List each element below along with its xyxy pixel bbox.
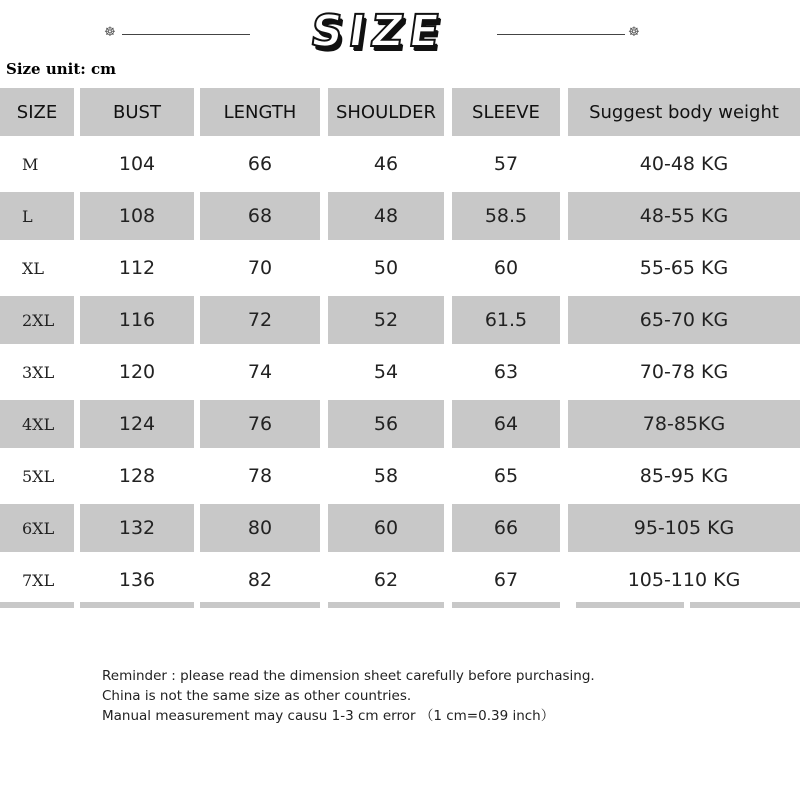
column-header-length: LENGTH [200,88,320,136]
sleeve-cell: 65 [493,465,519,487]
size-unit-label: Size unit: cm [6,60,117,78]
column-header-size: SIZE [0,88,74,136]
column-header-sleeve: SLEEVE [452,88,560,136]
weight-cell: 70-78 KG [639,361,729,383]
shoulder-cell: 60 [328,504,444,552]
weight-cell: 48-55 KG [568,192,800,240]
shoulder-cell: 62 [373,569,399,591]
column-header-bust: BUST [80,88,194,136]
sleeve-cell: 60 [493,257,519,279]
size-cell: XL [22,258,45,278]
shoulder-cell: 52 [328,296,444,344]
weight-cell: 55-65 KG [639,257,729,279]
weight-cell: 40-48 KG [639,153,729,175]
ornament-left-icon: ☸ [104,25,116,40]
header [0,0,800,60]
weight-cell: 85-95 KG [639,465,729,487]
column-header-shoulder: SHOULDER [328,88,444,136]
table-row [0,398,800,450]
table-bottom-strip [80,602,194,608]
size-cell: 6XL [0,504,74,552]
length-cell: 66 [247,153,273,175]
weight-cell: 95-105 KG [568,504,800,552]
bust-cell: 120 [118,361,156,383]
bust-cell: 116 [80,296,194,344]
weight-cell: 65-70 KG [568,296,800,344]
shoulder-cell: 46 [373,153,399,175]
table-bottom-strip [576,602,684,608]
table-row [0,346,800,398]
table-row [0,554,800,606]
shoulder-cell: 56 [328,400,444,448]
length-cell: 68 [200,192,320,240]
table-row [0,242,800,294]
shoulder-cell: 48 [328,192,444,240]
size-cell: 7XL [22,570,55,590]
table-row [0,502,800,554]
length-cell: 70 [247,257,273,279]
page-title: SIZE [307,6,449,57]
column-header-weight: Suggest body weight [568,88,800,136]
bust-cell: 104 [118,153,156,175]
length-cell: 76 [200,400,320,448]
sleeve-cell: 61.5 [452,296,560,344]
shoulder-cell: 58 [373,465,399,487]
bust-cell: 132 [80,504,194,552]
table-row [0,450,800,502]
bust-cell: 108 [80,192,194,240]
table-header-row [0,86,800,138]
table-bottom-strip [452,602,560,608]
sleeve-cell: 66 [452,504,560,552]
weight-cell: 78-85KG [568,400,800,448]
size-cell: 3XL [22,362,55,382]
shoulder-cell: 50 [373,257,399,279]
reminder-line: Manual measurement may causu 1-3 cm error （1 cm=0.39 inch） [102,708,555,724]
table-row [0,138,800,190]
bust-cell: 124 [80,400,194,448]
table-bottom-strip [0,602,74,608]
divider-left [122,34,250,35]
size-cell: L [0,192,74,240]
length-cell: 82 [247,569,273,591]
sleeve-cell: 64 [452,400,560,448]
size-cell: 4XL [0,400,74,448]
size-cell: 2XL [0,296,74,344]
table-bottom-strip [328,602,444,608]
length-cell: 74 [247,361,273,383]
bust-cell: 128 [118,465,156,487]
table-row [0,294,800,346]
table-bottom-strip [200,602,320,608]
bust-cell: 136 [118,569,156,591]
sleeve-cell: 63 [493,361,519,383]
table-bottom-strip [690,602,800,608]
length-cell: 72 [200,296,320,344]
table-row [0,190,800,242]
size-cell: M [22,154,39,174]
size-table [0,86,800,606]
sleeve-cell: 67 [493,569,519,591]
length-cell: 78 [247,465,273,487]
reminder-notes [102,666,595,726]
reminder-line: Reminder : please read the dimension sheet carefully before purchasing. [102,668,595,684]
weight-cell: 105-110 KG [627,569,741,591]
sleeve-cell: 57 [493,153,519,175]
reminder-line: China is not the same size as other countries. [102,688,412,704]
shoulder-cell: 54 [373,361,399,383]
ornament-right-icon: ☸ [628,25,640,40]
divider-right [497,34,625,35]
bust-cell: 112 [118,257,156,279]
sleeve-cell: 58.5 [452,192,560,240]
length-cell: 80 [200,504,320,552]
size-cell: 5XL [22,466,55,486]
